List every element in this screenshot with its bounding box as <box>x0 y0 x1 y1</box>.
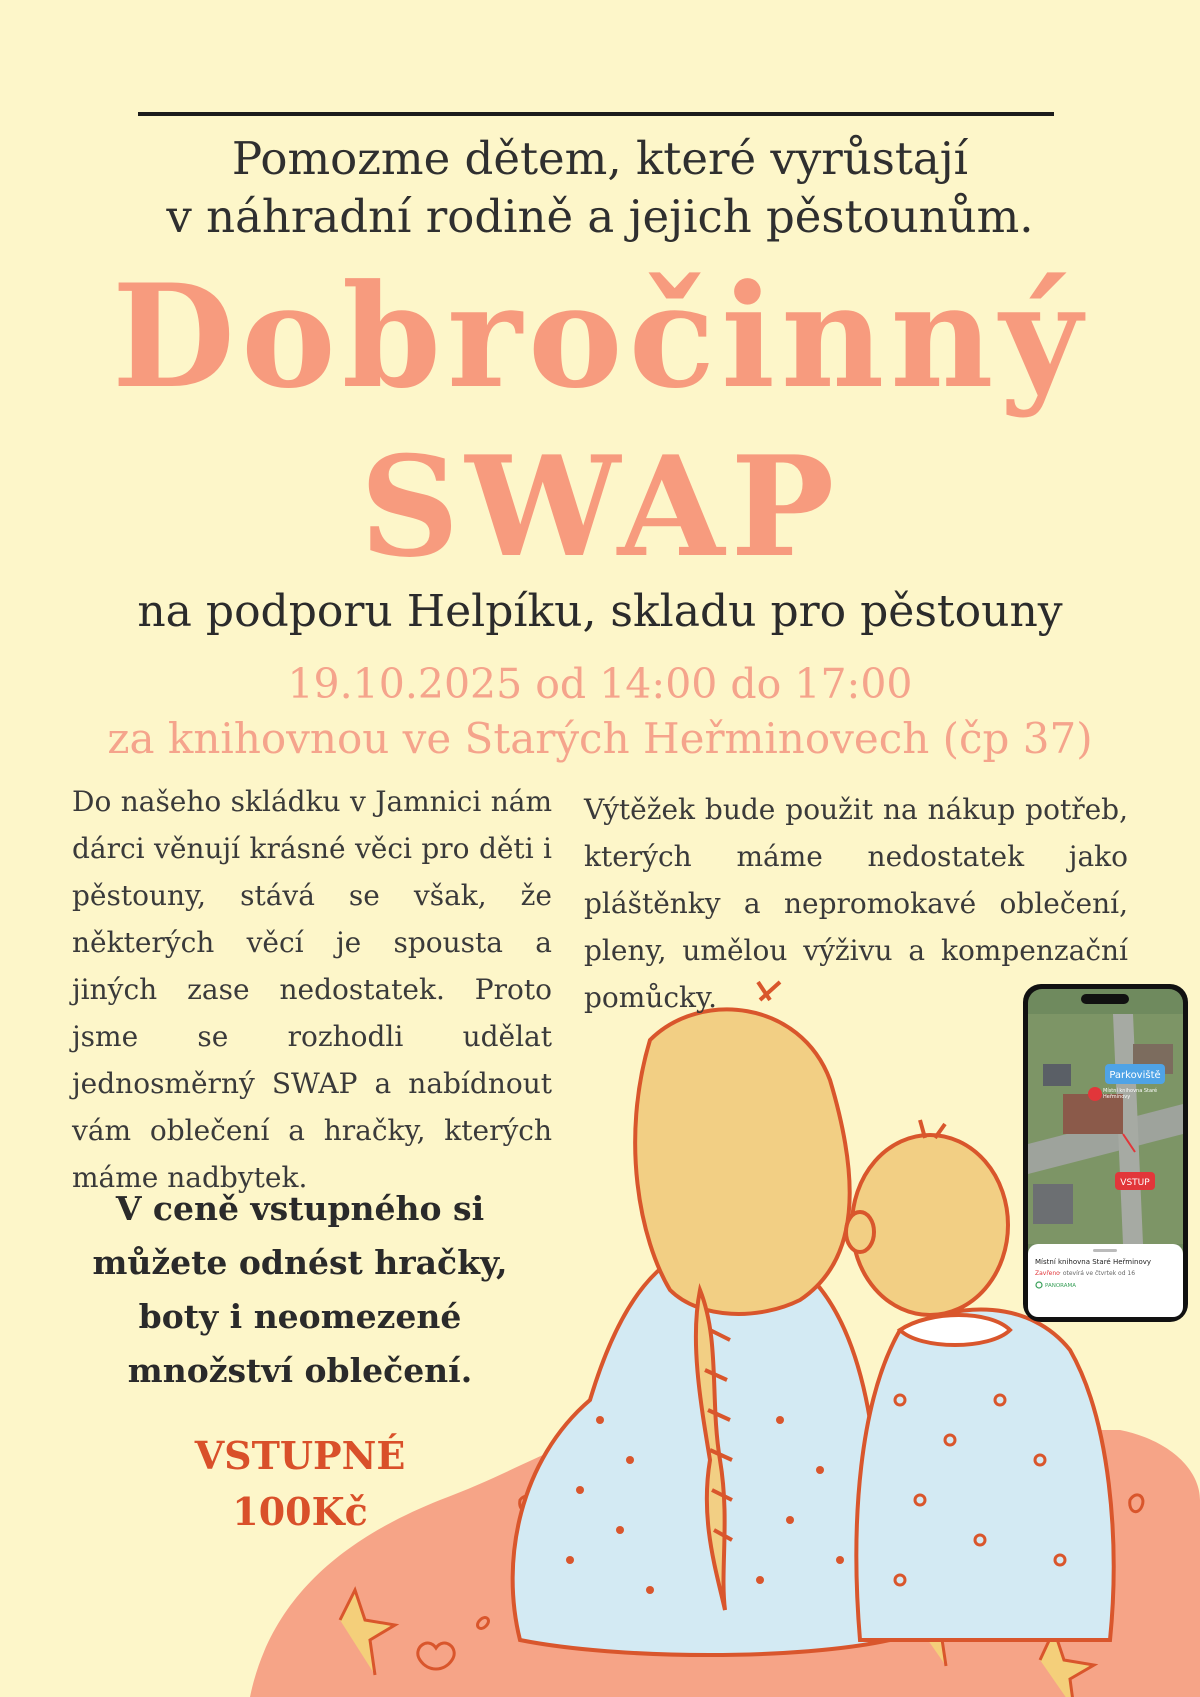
price-value: 100Kč <box>232 1489 368 1534</box>
status-rest: · otevírá ve čtvrtek od 16 <box>1059 1270 1136 1277</box>
title-line-1: Dobročinný <box>111 254 1089 420</box>
place-name: Místní knihovna Staré Heřminovy <box>1035 1258 1152 1266</box>
parking-label: Parkoviště <box>1109 1070 1161 1081</box>
offer-line-4: množství oblečení. <box>127 1351 473 1390</box>
offer-line-1: V ceně vstupného si <box>115 1189 485 1228</box>
pin-label-line-1: Místní knihovna Staré <box>1103 1088 1158 1094</box>
right-paragraph: Výtěžek bude použit na nákup potřeb, kterých máme nedostatek jako pláštěnky a nepromokavé oblečení, pleny, umělou výživu a kompenzační pomůcky. <box>584 793 1128 1014</box>
left-paragraph: Do našeho skládku v Jamnici nám dárci věnují krásné věci pro děti i pěstouny, stává se však, že některých věcí je spousta a jiných zase nedostatek. Proto jsme se rozhodli udělat jednosměrný SWAP a nabídnout vám oblečení a hračky, kterých máme nadbytek. <box>72 785 552 1194</box>
pin-label-line-2: Heřminovy <box>1103 1094 1131 1100</box>
intro-line-2: v náhradní rodině a jejich pěstounům. <box>166 190 1034 243</box>
event-place: za knihovnou ve Starých Heřminovech (čp 37) <box>107 714 1093 763</box>
intro-line-1: Pomozme dětem, které vyrůstají <box>231 132 969 185</box>
event-datetime: 19.10.2025 od 14:00 do 17:00 <box>287 660 913 708</box>
price-label: VSTUPNÉ <box>194 1433 406 1478</box>
offer-text <box>60 1182 540 1398</box>
offer-line-3: boty i neomezené <box>138 1297 462 1336</box>
price-block <box>60 1428 540 1540</box>
offer-line-2: můžete odnést hračky, <box>92 1243 508 1282</box>
panorama-label: PANORAMA <box>1045 1283 1077 1289</box>
older-child <box>513 982 901 1655</box>
status-closed: Zavřeno <box>1035 1270 1060 1277</box>
subtitle: na podporu Helpíku, skladu pro pěstouny <box>137 586 1063 637</box>
title-line-2: SWAP <box>359 425 841 588</box>
entry-label: VSTUP <box>1120 1178 1150 1188</box>
map-phone-image <box>1023 984 1188 1322</box>
